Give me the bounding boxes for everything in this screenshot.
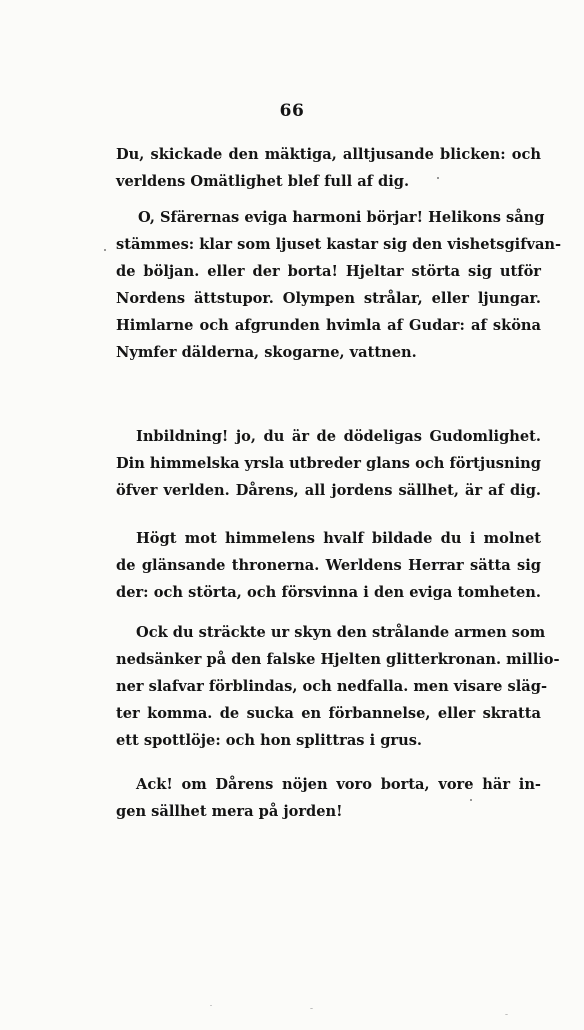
text-line: Himlarne och afgrunden hvimla af Gudar: af sköna bbox=[116, 317, 541, 334]
text-line: Inbildning! jo, du är de dödeligas Gudomlighet. bbox=[136, 428, 541, 445]
text-line: Ock du sträckte ur skyn den strålande armen som bbox=[136, 624, 546, 641]
text-line: ett spottlöje: och hon splittras i grus. bbox=[116, 732, 422, 749]
text-line: O, Sfärernas eviga harmoni börjar! Helikons sång bbox=[138, 209, 545, 226]
text-line: der: och störta, och försvinna i den eviga tomheten. bbox=[116, 584, 541, 601]
text-line: stämmes: klar som ljuset kastar sig den vishetsgifvan- bbox=[116, 236, 562, 253]
text-line: gen sällhet mera på jorden! bbox=[116, 803, 343, 820]
print-speck bbox=[470, 799, 472, 801]
text-line: Nordens ättstupor. Olympen strålar, eller ljungar. bbox=[116, 290, 541, 307]
text-line: öfver verlden. Dårens, all jordens sällhet, är af dig. bbox=[116, 482, 541, 499]
print-speck bbox=[310, 1008, 313, 1009]
print-speck bbox=[210, 1005, 212, 1006]
text-line: ter komma. de sucka en förbannelse, eller skratta bbox=[116, 705, 541, 722]
text-line: Ack! om Dårens nöjen voro borta, vore här in- bbox=[136, 776, 541, 793]
text-line: nedsänker på den falske Hjelten glitterkronan. millio- bbox=[116, 651, 560, 668]
text-line: Nymfer dälderna, skogarne, vattnen. bbox=[116, 344, 417, 361]
text-line: Högt mot himmelens hvalf bildade du i molnet bbox=[136, 530, 541, 547]
text-line: de böljan. eller der borta! Hjeltar störta sig utför bbox=[116, 263, 541, 280]
print-speck bbox=[505, 1014, 508, 1015]
text-line: verldens Omätlighet blef full af dig. bbox=[116, 173, 410, 190]
text-line: de glänsande thronerna. Werldens Herrar sätta sig bbox=[116, 557, 541, 574]
text-line: ner slafvar förblindas, och nedfalla. men visare släg- bbox=[116, 678, 548, 695]
text-line: Du, skickade den mäktiga, alltjusande blicken: och bbox=[116, 146, 541, 163]
text-line: Din himmelska yrsla utbreder glans och förtjusning bbox=[116, 455, 541, 472]
print-speck bbox=[104, 249, 106, 251]
page-number: 66 bbox=[279, 101, 305, 121]
print-speck bbox=[437, 177, 439, 179]
